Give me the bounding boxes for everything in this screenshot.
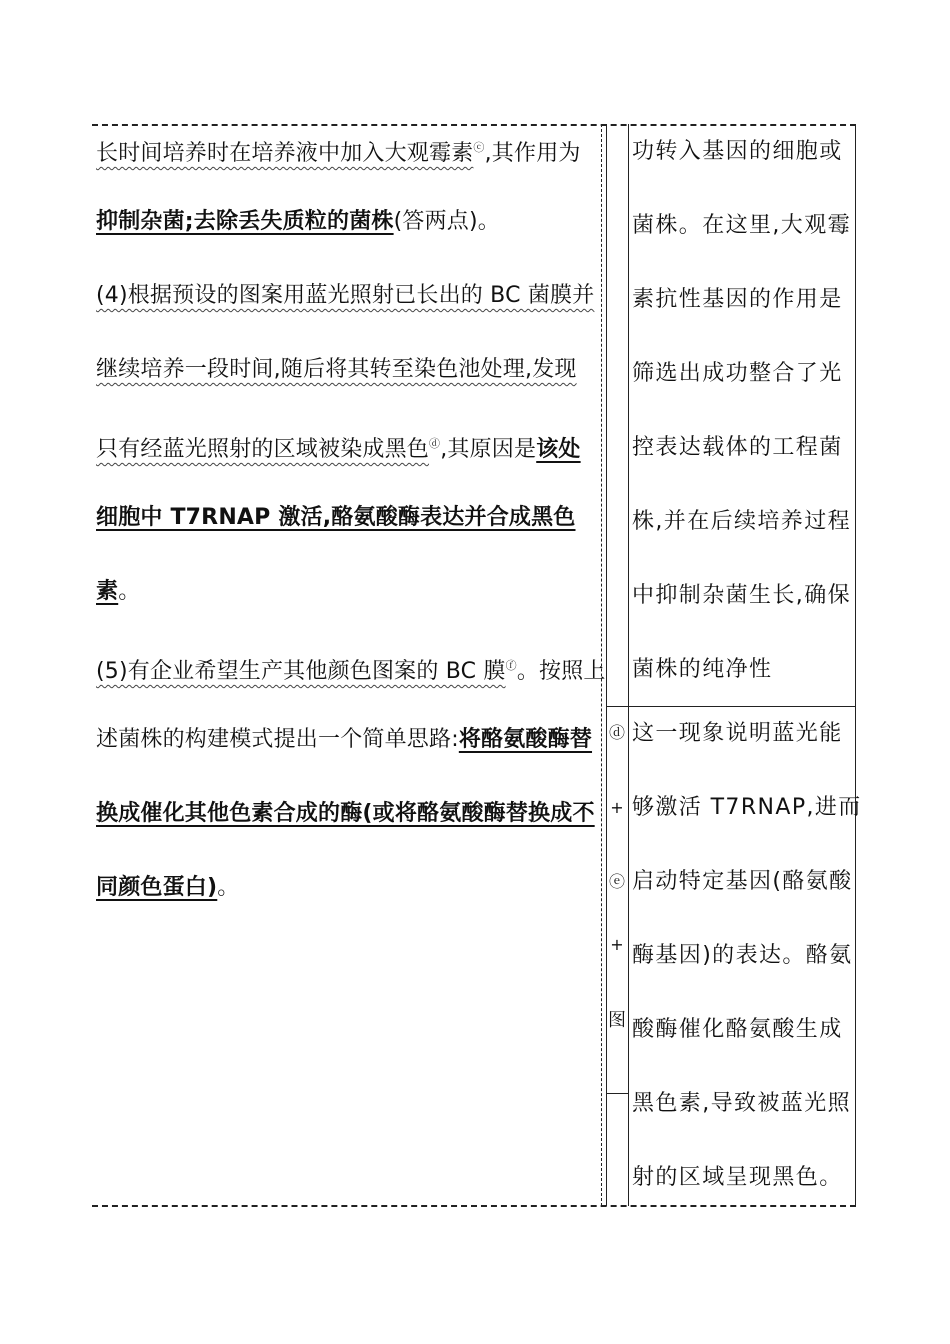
margin-tag-plus-2: +	[610, 935, 624, 954]
line-4	[96, 340, 600, 414]
answer-5a: 将酪氨酸酶替	[458, 727, 593, 752]
answer-5c: 同颜色蛋白)	[96, 875, 218, 900]
answer-4c: 素	[96, 579, 119, 604]
note-column-right-border	[855, 124, 856, 1206]
margin-tag-e: ⓔ	[608, 872, 625, 891]
p2-tail: ,其原因是	[440, 437, 537, 462]
answer-4b: 细胞中 T7RNAP 激活,酪氨酸酶表达并合成黑色	[96, 505, 576, 530]
note-bottom-line: 黑色素,导致被蓝光照	[632, 1091, 851, 1116]
line-11	[96, 858, 600, 932]
answer-3: 抑制杂菌;去除丢失质粒的菌株	[96, 209, 394, 234]
note-top-line: 中抑制杂菌生长,确保	[632, 583, 851, 608]
p2-text-3: 只有经蓝光照射的区域被染成黑色	[96, 437, 430, 462]
note-top-line: 功转入基因的细胞或	[632, 139, 843, 164]
note-top-line: 菌株的纯净性	[632, 657, 773, 682]
note-top-line: 株,并在后续培养过程	[632, 509, 851, 534]
p2-text-2: 继续培养一段时间,随后将其转至染色池处理,发现	[96, 357, 577, 382]
note-bottom	[632, 706, 862, 1224]
margin-tag-d: ⓓ	[608, 723, 625, 742]
p1-tail: ,其作用为	[484, 141, 581, 166]
note-top-line: 筛选出成功整合了光	[632, 361, 843, 386]
note-top	[632, 124, 854, 716]
note-bottom-line: 酸酶催化酪氨酸生成	[632, 1017, 843, 1042]
line-10	[96, 784, 600, 858]
line-7	[96, 562, 600, 636]
note-bottom-line: 启动特定基因(酪氨酸	[632, 869, 853, 894]
p3-text-1: (5)有企业希望生产其他颜色图案的 BC 膜	[96, 659, 506, 684]
note-top-line: 素抗性基因的作用是	[632, 287, 843, 312]
note-bottom-line: 这一现象说明蓝光能	[632, 721, 843, 746]
marker-f: ⓕ	[505, 659, 517, 672]
line-5	[96, 414, 600, 488]
line-8	[96, 636, 606, 710]
margin-tag-tu: 图	[608, 1010, 626, 1031]
p1-end: (答两点)。	[393, 209, 500, 234]
p3-text-2: 述菌株的构建模式提出一个简单思路:	[96, 727, 459, 752]
note-top-line: 菌株。在这里,大观霉	[632, 213, 851, 238]
line-1	[96, 118, 600, 192]
marker-c: ⓒ	[473, 141, 485, 154]
p2-text-1: (4)根据预设的图案用蓝光照射已长出的 BC 菌膜并	[96, 283, 595, 308]
note-bottom-line: 酶基因)的表达。酪氨	[632, 943, 853, 968]
p1-text: 长时间培养时在培养液中加入大观霉素	[96, 141, 474, 166]
main-text	[96, 118, 606, 932]
note-bottom-line: 够激活 T7RNAP,进而	[632, 795, 862, 820]
margin-tag-separator	[606, 1093, 629, 1094]
answer-4a: 该处	[536, 437, 581, 462]
line-2	[96, 192, 600, 266]
line-3	[96, 266, 600, 340]
note-bottom-line: 射的区域呈现黑色。	[632, 1165, 843, 1190]
margin-tag-plus-1: +	[610, 798, 624, 817]
note-top-line: 控表达载体的工程菌	[632, 435, 843, 460]
p3-tail: 。按照上	[516, 659, 606, 684]
margin-strip-right-border	[628, 124, 629, 1206]
p2-end: 。	[118, 579, 141, 604]
line-6	[96, 488, 600, 562]
line-9	[96, 710, 600, 784]
margin-strip-left-border	[606, 124, 607, 1206]
marker-d: ⓓ	[429, 437, 441, 450]
answer-5b: 换成催化其他色素合成的酶(或将酪氨酸酶替换成不	[96, 801, 595, 826]
p3-end: 。	[217, 875, 240, 900]
